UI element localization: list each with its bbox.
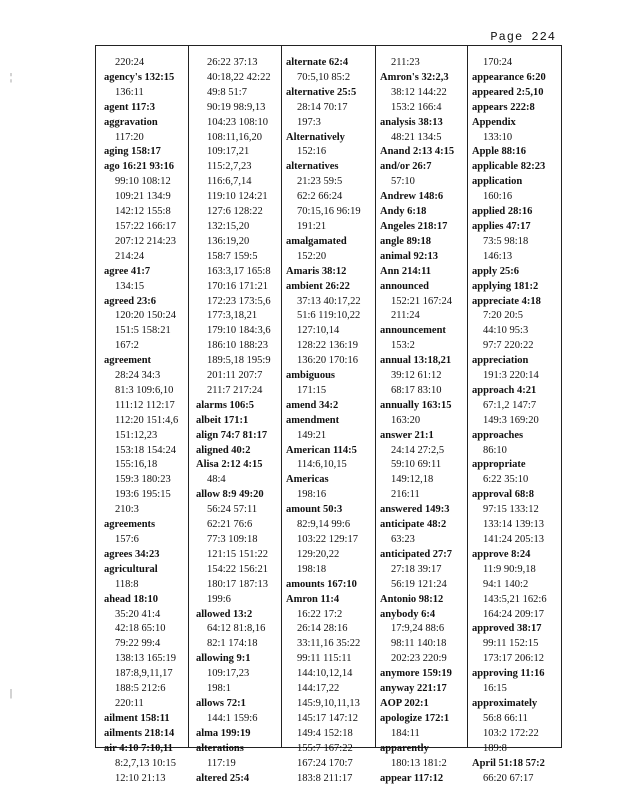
index-term: agreement [104, 355, 152, 367]
index-page-refs: 112:20 151:4,6 [115, 414, 179, 426]
index-page-refs: 180:13 181:2 [391, 757, 447, 769]
index-page-refs: 198:16 [297, 489, 327, 501]
index-page-refs: 127:6 128:22 [207, 206, 263, 218]
index-term: analysis 38:13 [380, 116, 443, 128]
index-term: air 4:10 7:10,11 [104, 742, 173, 754]
index-column-5 [472, 56, 565, 786]
index-term: alternative 25:5 [286, 86, 357, 98]
index-term: approach 4:21 [472, 384, 537, 396]
index-term: amendment [286, 414, 340, 426]
index-page-refs: 198:1 [207, 683, 231, 695]
index-page-refs: 173:17 206:12 [483, 653, 544, 665]
index-page-refs: 216:11 [391, 489, 420, 501]
index-page-refs: 116:6,7,14 [207, 176, 252, 188]
index-column-1 [104, 56, 197, 786]
index-page-refs: 157:22 166:17 [115, 220, 176, 232]
index-page-refs: 141:24 205:13 [483, 534, 544, 545]
index-term: applied 28:16 [472, 206, 533, 218]
index-page-refs: 109:17,23 [207, 668, 250, 680]
index-term: altered 25:4 [196, 772, 250, 784]
index-page-refs: 12:10 21:13 [115, 772, 166, 784]
index-page-refs: 129:20,22 [297, 548, 340, 560]
index-term: Americas [286, 474, 329, 486]
index-term: approving 11:16 [472, 668, 545, 680]
index-page-refs: 211:24 [391, 310, 420, 322]
index-page-refs: 24:14 27:2,5 [391, 444, 445, 456]
index-term: ailment 158:11 [104, 712, 170, 724]
column-divider [375, 46, 376, 747]
index-page-refs: 167:2 [115, 340, 139, 352]
index-page-refs: 16:22 17:2 [297, 608, 343, 620]
index-page-refs: 177:3,18,21 [207, 310, 258, 322]
index-page-refs: 197:3 [297, 116, 321, 128]
index-page-refs: 77:3 109:18 [207, 534, 258, 545]
index-page-refs: 186:10 188:23 [207, 340, 268, 352]
index-term: Antonio 98:12 [380, 593, 444, 605]
index-page-refs: 111:12 112:17 [115, 399, 175, 411]
index-page-refs: 8:2,7,13 10:15 [115, 757, 176, 769]
column-divider [467, 46, 468, 747]
index-page-refs: 143:5,21 162:6 [483, 593, 547, 605]
index-page-refs: 44:10 95:3 [483, 325, 529, 337]
index-page-refs: 158:7 159:5 [207, 250, 258, 262]
index-page-refs: 99:11 152:15 [483, 638, 539, 650]
index-page-refs: 152:21 167:24 [391, 295, 452, 307]
index-page-refs: 63:23 [391, 534, 415, 545]
index-page-refs: 170:24 [483, 57, 513, 68]
index-term: answered 149:3 [380, 504, 450, 516]
index-term: allow 8:9 49:20 [196, 489, 264, 501]
index-term: ambient 26:22 [286, 280, 350, 292]
index-term: approve 8:24 [472, 548, 531, 560]
index-term: announcement [380, 325, 446, 337]
index-page-refs: 202:23 220:9 [391, 653, 447, 665]
index-page-refs: 144:10,12,14 [297, 668, 353, 680]
margin-mark: | [10, 688, 13, 699]
index-page-refs: 103:22 129:17 [297, 534, 358, 545]
index-term: appeared 2:5,10 [472, 86, 544, 98]
index-term: announced [380, 280, 430, 292]
index-term: agency's 132:15 [104, 71, 175, 83]
index-page-refs: 38:12 144:22 [391, 86, 447, 98]
index-page-refs: 127:10,14 [297, 325, 340, 337]
index-term: appropriate [472, 459, 526, 471]
index-term: agree 41:7 [104, 265, 151, 277]
index-term: amend 34:2 [286, 399, 339, 411]
index-page-refs: 56:19 121:24 [391, 578, 447, 590]
column-divider [281, 46, 282, 747]
index-page-refs: 138:13 165:19 [115, 653, 176, 665]
index-page-refs: 145:9,10,11,13 [297, 697, 360, 709]
index-page-refs: 6:22 35:10 [483, 474, 529, 486]
index-column-3 [286, 56, 379, 786]
index-term: ahead 18:10 [104, 593, 158, 605]
margin-mark: ¦ [10, 72, 13, 83]
index-page-refs: 191:21 [297, 220, 327, 232]
index-page-refs: 133:14 139:13 [483, 519, 544, 531]
index-term: agreements [104, 519, 156, 531]
index-page-refs: 128:22 136:19 [297, 340, 358, 352]
index-term: aligned 40:2 [196, 444, 251, 456]
index-page-refs: 149:12,18 [391, 474, 434, 486]
index-page-refs: 82:1 174:18 [207, 638, 258, 650]
index-page-refs: 16:15 [483, 683, 507, 695]
index-term: allowing 9:1 [196, 653, 251, 665]
index-term: applying 181:2 [472, 280, 539, 292]
index-page-refs: 134:15 [115, 280, 145, 292]
index-term: animal 92:13 [380, 250, 439, 262]
index-page-refs: 187:8,9,11,17 [115, 668, 173, 680]
index-term: anymore 159:19 [380, 668, 452, 680]
index-term: alma 199:19 [196, 727, 251, 739]
index-term: ago 16:21 93:16 [104, 161, 174, 173]
index-page-refs: 97:7 220:22 [483, 340, 534, 352]
index-term: approximately [472, 697, 538, 709]
index-page-refs: 68:17 83:10 [391, 384, 442, 396]
index-page-refs: 62:21 76:6 [207, 519, 253, 531]
index-page-refs: 121:15 151:22 [207, 548, 268, 560]
index-page-refs: 118:8 [115, 578, 139, 590]
index-term: Appendix [472, 116, 516, 128]
index-term: Alisa 2:12 4:15 [196, 459, 263, 471]
index-page-refs: 136:20 170:16 [297, 355, 358, 367]
index-page-refs: 33:11,16 35:22 [297, 638, 361, 650]
index-term: align 74:7 81:17 [196, 429, 268, 441]
index-page-refs: 191:3 220:14 [483, 370, 539, 382]
index-term: allowed 13:2 [196, 608, 253, 620]
index-page-refs: 67:1,2 147:7 [483, 399, 537, 411]
index-page-refs: 21:23 59:5 [297, 176, 343, 188]
index-page-refs: 151:5 158:21 [115, 325, 171, 337]
index-page-refs: 27:18 39:17 [391, 563, 442, 575]
index-page-refs: 82:9,14 99:6 [297, 519, 351, 531]
index-term: albeit 171:1 [196, 414, 249, 426]
index-page-refs: 56:24 57:11 [207, 504, 258, 516]
index-term: agricultural [104, 563, 158, 575]
index-page-refs: 142:12 155:8 [115, 206, 171, 218]
index-term: agrees 34:23 [104, 548, 160, 560]
index-page-refs: 90:19 98:9,13 [207, 101, 266, 113]
index-term: Alternatively [286, 131, 345, 143]
index-page-refs: 149:21 [297, 429, 327, 441]
index-page-refs: 198:18 [297, 563, 327, 575]
index-page-refs: 86:10 [483, 444, 507, 456]
index-term: Amron's 32:2,3 [380, 71, 449, 83]
index-page-refs: 183:8 211:17 [297, 772, 353, 784]
index-term: applies 47:17 [472, 220, 531, 232]
index-page-refs: 207:12 214:23 [115, 235, 176, 247]
index-page-refs: 164:24 209:17 [483, 608, 544, 620]
index-page-refs: 35:20 41:4 [115, 608, 161, 620]
index-term: Apple 88:16 [472, 146, 526, 158]
index-page-refs: 26:14 28:16 [297, 623, 348, 635]
index-term: appearance 6:20 [472, 71, 546, 83]
index-term: anticipated 27:7 [380, 548, 453, 560]
index-page-refs: 144:1 159:6 [207, 712, 258, 724]
index-page-refs: 180:17 187:13 [207, 578, 268, 590]
index-page-refs: 172:23 173:5,6 [207, 295, 271, 307]
index-page-refs: 153:2 [391, 340, 415, 352]
index-page-refs: 193:6 195:15 [115, 489, 171, 501]
index-page-refs: 160:16 [483, 191, 513, 203]
index-term: approval 68:8 [472, 489, 534, 501]
index-term: appreciate 4:18 [472, 295, 541, 307]
index-term: April 51:18 57:2 [472, 757, 545, 769]
index-term: Angeles 218:17 [380, 220, 448, 232]
index-page-refs: 119:10 124:21 [207, 191, 268, 203]
index-term: Amron 11:4 [286, 593, 340, 605]
index-page-refs: 132:15,20 [207, 220, 250, 232]
index-term: amount 50:3 [286, 504, 343, 516]
index-page-refs: 103:2 172:22 [483, 727, 539, 739]
page-number: Page 224 [490, 30, 556, 44]
index-term: ambiguous [286, 370, 336, 382]
column-divider [188, 46, 189, 747]
index-page-refs: 167:24 170:7 [297, 757, 353, 769]
index-term: Amaris 38:12 [286, 265, 347, 277]
index-term: approaches [472, 429, 524, 441]
index-page-refs: 159:3 180:23 [115, 474, 171, 486]
index-page-refs: 48:21 134:5 [391, 131, 442, 143]
index-page-refs: 163:20 [391, 414, 421, 426]
index-term: AOP 202:1 [380, 697, 429, 709]
index-term: appears 222:8 [472, 101, 535, 113]
index-page-refs: 220:24 [115, 57, 145, 68]
index-term: anybody 6:4 [380, 608, 436, 620]
index-term: aging 158:17 [104, 146, 161, 158]
index-page-refs: 73:5 98:18 [483, 235, 529, 247]
index-page-refs: 17:9,24 88:6 [391, 623, 445, 635]
index-page-refs: 48:4 [207, 474, 226, 486]
index-page-refs: 189:5,18 195:9 [207, 355, 271, 367]
index-page-refs: 117:19 [207, 757, 236, 769]
index-term: answer 21:1 [380, 429, 434, 441]
index-table [95, 45, 562, 784]
index-term: apply 25:6 [472, 265, 519, 277]
index-page-refs: 26:22 37:13 [207, 57, 258, 68]
index-page-refs: 152:20 [297, 250, 327, 262]
index-page-refs: 39:12 61:12 [391, 370, 442, 382]
index-page-refs: 37:13 40:17,22 [297, 295, 361, 307]
index-page-refs: 211:23 [391, 57, 420, 68]
index-page-refs: 149:3 169:20 [483, 414, 539, 426]
index-term: anyway 221:17 [380, 683, 447, 695]
index-page-refs: 94:1 140:2 [483, 578, 529, 590]
index-term: annually 163:15 [380, 399, 452, 411]
index-page-refs: 117:20 [115, 131, 144, 143]
index-page-refs: 81:3 109:6,10 [115, 384, 174, 396]
index-page-refs: 189:8 [483, 742, 507, 754]
index-page-refs: 199:6 [207, 593, 231, 605]
index-page-refs: 152:16 [297, 146, 327, 158]
index-page-refs: 109:17,21 [207, 146, 250, 158]
index-page-refs: 157:6 [115, 534, 139, 545]
index-page-refs: 99:10 108:12 [115, 176, 171, 188]
index-page-refs: 133:10 [483, 131, 513, 143]
index-page-refs: 151:12,23 [115, 429, 158, 441]
index-term: anticipate 48:2 [380, 519, 447, 531]
index-term: Andrew 148:6 [380, 191, 444, 203]
index-term: and/or 26:7 [380, 161, 432, 173]
index-term: alarms 106:5 [196, 399, 255, 411]
index-page-refs: 108:11,16,20 [207, 131, 263, 143]
index-term: approved 38:17 [472, 623, 542, 635]
index-page-refs: 153:2 166:4 [391, 101, 442, 113]
index-page-refs: 99:11 115:11 [297, 653, 352, 665]
index-term: applicable 82:23 [472, 161, 546, 173]
index-term: agreed 23:6 [104, 295, 157, 307]
index-term: Andy 6:18 [380, 206, 427, 218]
index-term: angle 89:18 [380, 235, 432, 247]
index-term: alternatives [286, 161, 339, 173]
index-page-refs: 104:23 108:10 [207, 116, 268, 128]
index-page-refs: 149:4 152:18 [297, 727, 353, 739]
index-page-refs: 64:12 81:8,16 [207, 623, 266, 635]
index-page-refs: 220:11 [115, 697, 144, 709]
index-column-2 [196, 56, 289, 786]
index-page-refs: 155:16,18 [115, 459, 158, 471]
index-page-refs: 49:8 51:7 [207, 86, 247, 98]
index-term: amalgamated [286, 235, 347, 247]
index-page-refs: 120:20 150:24 [115, 310, 176, 322]
index-page-refs: 114:6,10,15 [297, 459, 347, 471]
index-term: aggravation [104, 116, 158, 128]
index-page-refs: 59:10 69:11 [391, 459, 442, 471]
index-page-refs: 153:18 154:24 [115, 444, 176, 456]
index-term: American 114:5 [286, 444, 357, 456]
index-page-refs: 163:3,17 165:8 [207, 265, 271, 277]
index-term: apologize 172:1 [380, 712, 450, 724]
index-page-refs: 136:19,20 [207, 235, 250, 247]
index-page-refs: 79:22 99:4 [115, 638, 161, 650]
index-term: apparently [380, 742, 429, 754]
index-page-refs: 42:18 65:10 [115, 623, 166, 635]
index-page-refs: 145:17 147:12 [297, 712, 358, 724]
index-page-refs: 210:3 [115, 504, 139, 516]
index-term: alterations [196, 742, 244, 754]
index-page-refs: 155:7 167:22 [297, 742, 353, 754]
index-page-refs: 70:5,10 85:2 [297, 71, 351, 83]
index-page-refs: 97:15 133:12 [483, 504, 539, 516]
index-term: Anand 2:13 4:15 [380, 146, 455, 158]
index-page-refs: 11:9 90:9,18 [483, 563, 536, 575]
index-term: appreciation [472, 355, 529, 367]
index-page-refs: 28:14 70:17 [297, 101, 348, 113]
index-term: application [472, 176, 523, 188]
index-term: amounts 167:10 [286, 578, 357, 590]
index-page-refs: 51:6 119:10,22 [297, 310, 361, 322]
index-page-refs: 7:20 20:5 [483, 310, 523, 322]
index-page-refs: 28:24 34:3 [115, 370, 161, 382]
index-page-refs: 98:11 140:18 [391, 638, 447, 650]
index-page-refs: 57:10 [391, 176, 415, 188]
index-term: appear 117:12 [380, 772, 444, 784]
index-page-refs: 179:10 184:3,6 [207, 325, 271, 337]
index-page-refs: 40:18,22 42:22 [207, 71, 271, 83]
index-page-refs: 184:11 [391, 727, 420, 739]
index-page-refs: 109:21 134:9 [115, 191, 171, 203]
index-page-refs: 214:24 [115, 250, 145, 262]
index-page-refs: 154:22 156:21 [207, 563, 268, 575]
index-page-refs: 144:17,22 [297, 683, 340, 695]
index-term: Ann 214:11 [380, 265, 432, 277]
index-term: annual 13:18,21 [380, 355, 452, 367]
index-column-4 [380, 56, 473, 786]
index-page-refs: 171:15 [297, 384, 327, 396]
index-page-refs: 146:13 [483, 250, 513, 262]
index-term: alternate 62:4 [286, 57, 349, 68]
index-page-refs: 70:15,16 96:19 [297, 206, 361, 218]
index-term: allows 72:1 [196, 697, 246, 709]
index-page-refs: 62:2 66:24 [297, 191, 343, 203]
index-page-refs: 188:5 212:6 [115, 683, 166, 695]
index-page-refs: 170:16 171:21 [207, 280, 268, 292]
index-page-refs: 211:7 217:24 [207, 384, 263, 396]
index-term: agent 117:3 [104, 101, 156, 113]
index-term: ailments 218:14 [104, 727, 175, 739]
index-page-refs: 115:2,7,23 [207, 161, 252, 173]
index-page-refs: 136:11 [115, 86, 144, 98]
index-page-refs: 66:20 67:17 [483, 772, 534, 784]
index-page-refs: 201:11 207:7 [207, 370, 263, 382]
index-page-refs: 56:8 66:11 [483, 712, 528, 724]
